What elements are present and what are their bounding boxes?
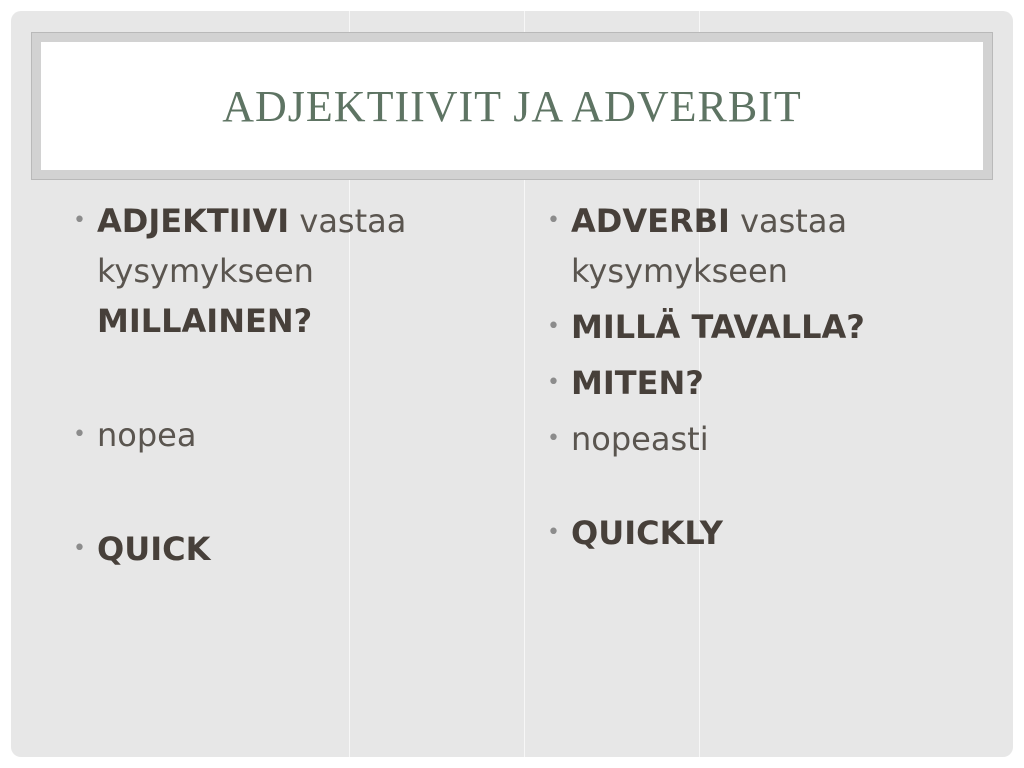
bullet-icon: • xyxy=(73,208,86,233)
item-text: nopeasti xyxy=(571,420,709,458)
title-box xyxy=(41,42,983,170)
slide xyxy=(11,11,1013,757)
bullet-icon: • xyxy=(547,426,560,451)
question-bold: MILLAINEN? xyxy=(97,302,313,340)
item-text: vastaa kysymykseen xyxy=(97,202,407,290)
item-text: vastaa kysymykseen xyxy=(571,202,848,290)
list-item-quick xyxy=(73,524,473,574)
title-frame xyxy=(31,32,993,180)
list-item-nopeasti xyxy=(547,414,987,464)
item-bold: QUICKLY xyxy=(571,514,723,552)
bullet-icon: • xyxy=(73,422,86,447)
left-column xyxy=(73,196,473,574)
right-column xyxy=(547,196,987,558)
list-item-nopea xyxy=(73,410,473,460)
term-bold: ADVERBI xyxy=(571,202,730,240)
item-bold: QUICK xyxy=(97,530,211,568)
slide-title: ADJEKTIIVIT JA ADVERBIT xyxy=(222,81,802,131)
list-item-adverbi xyxy=(547,196,987,296)
bullet-icon: • xyxy=(547,370,560,395)
list-item-miten xyxy=(547,358,987,408)
list-item-milla-tavalla xyxy=(547,302,987,352)
item-bold: MITEN? xyxy=(571,364,704,402)
list-item-quickly xyxy=(547,508,987,558)
bullet-icon: • xyxy=(547,208,560,233)
term-bold: ADJEKTIIVI xyxy=(97,202,290,240)
bullet-icon: • xyxy=(73,536,86,561)
bullet-icon: • xyxy=(547,520,560,545)
item-bold: MILLÄ TAVALLA? xyxy=(571,308,865,346)
list-item-adjektiivi xyxy=(73,196,473,346)
item-text: nopea xyxy=(97,416,197,454)
bullet-icon: • xyxy=(547,314,560,339)
